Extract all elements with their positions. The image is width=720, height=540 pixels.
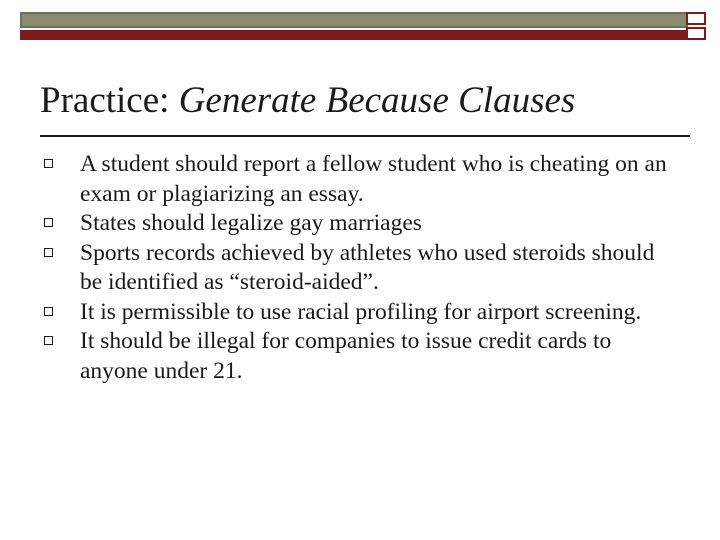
header-bar-olive-stripe — [20, 12, 688, 28]
bullet-item — [40, 209, 680, 239]
bullet-item — [40, 150, 680, 209]
bullet-item — [40, 327, 680, 386]
bullet-list — [40, 150, 680, 386]
bullet-text: A student should report a fellow student who is cheating on an exam or plagiarizing an essay. — [80, 151, 667, 207]
square-bullet-icon — [44, 336, 53, 345]
title-underline — [40, 135, 690, 137]
corner-decoration — [686, 12, 708, 42]
corner-square-bottom — [686, 27, 706, 40]
bullet-text: States should legalize gay marriages — [80, 210, 422, 236]
slide-title-plain: Practice: — [40, 80, 179, 121]
square-bullet-icon — [44, 218, 53, 227]
bullet-text: Sports records achieved by athletes who used steroids should be identified as “steroid-aided”. — [80, 239, 655, 295]
bullet-text: It should be illegal for companies to issue credit cards to anyone under 21. — [80, 328, 612, 384]
square-bullet-icon — [44, 159, 53, 168]
corner-square-top — [686, 12, 706, 25]
bullet-item — [40, 239, 680, 298]
bullet-item — [40, 298, 680, 328]
slide-title — [40, 80, 690, 123]
square-bullet-icon — [44, 248, 53, 257]
header-bar-maroon-stripe — [20, 30, 688, 40]
bullet-text: It is permissible to use racial profiling for airport screening. — [80, 298, 642, 325]
header-bar — [20, 12, 688, 40]
slide-title-italic: Generate Because Clauses — [178, 80, 576, 121]
square-bullet-icon — [44, 307, 53, 316]
